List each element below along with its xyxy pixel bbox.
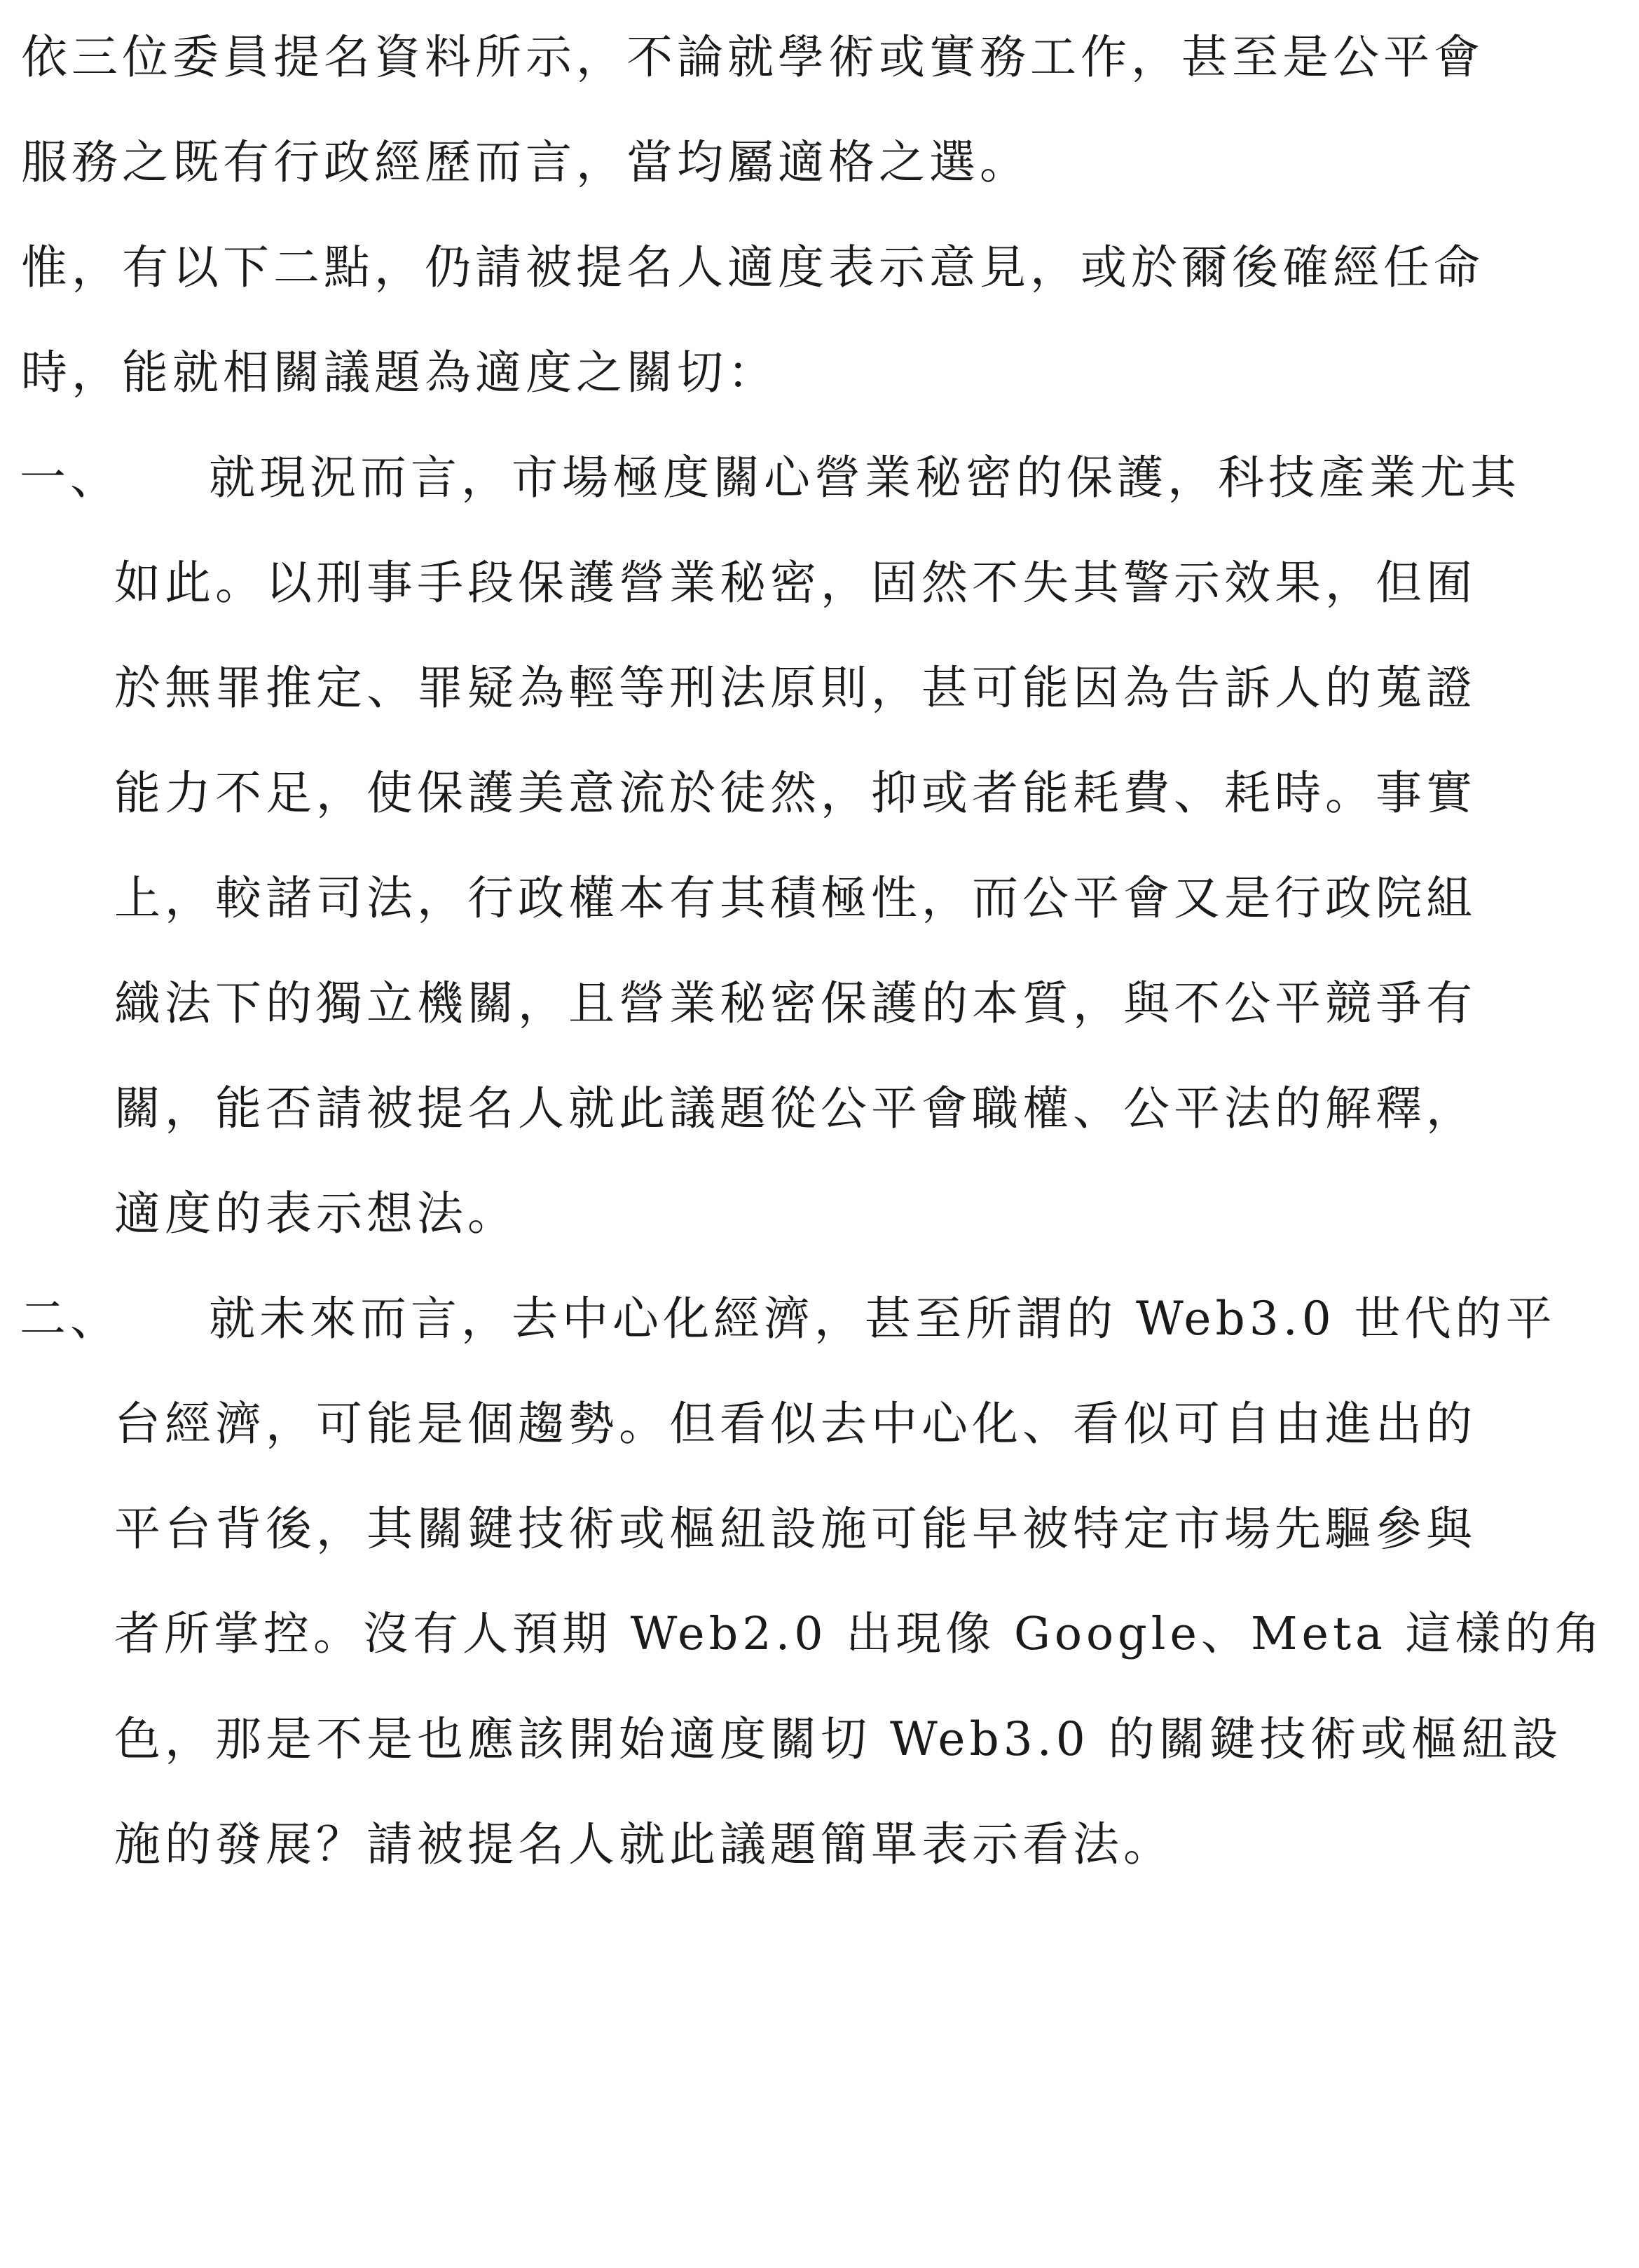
item-1-line-8: 適度的表示想法。 [114, 1187, 518, 1241]
item-1-line-2: 如此。以刑事手段保護營業秘密，固然不失其警示效果，但囿 [114, 556, 1476, 610]
preface-line-2: 時，能就相關議題為適度之關切： [21, 346, 778, 399]
item-1-number: 一、 [20, 451, 121, 505]
item-2-line-2: 台經濟，可能是個趨勢。但看似去中心化、看似可自由進出的 [114, 1397, 1476, 1451]
item-1-line-4: 能力不足，使保護美意流於徒然，抑或者能耗費、耗時。事實 [114, 766, 1476, 820]
preface-line-1: 惟，有以下二點，仍請被提名人適度表示意見，或於爾後確經任命 [21, 240, 1484, 294]
item-1-line-1: 就現況而言，市場極度關心營業秘密的保護，科技產業尤其 [209, 451, 1521, 505]
item-2-line-1: 就未來而言，去中心化經濟，甚至所謂的 Web3.0 世代的平 [209, 1292, 1556, 1346]
item-2-line-5: 色，那是不是也應該開始適度關切 Web3.0 的關鍵技術或樞紐設 [114, 1712, 1563, 1766]
item-2-line-4: 者所掌控。沒有人預期 Web2.0 出現像 Google、Meta 這樣的角 [114, 1608, 1605, 1660]
intro-line-2: 服務之既有行政經歷而言，當均屬適格之選。 [21, 135, 1030, 189]
item-2-line-6: 施的發展？請被提名人就此議題簡單表示看法。 [114, 1817, 1174, 1871]
item-2-number: 二、 [20, 1292, 121, 1346]
item-1-line-3: 於無罪推定、罪疑為輕等刑法原則，甚可能因為告訴人的蒐證 [114, 661, 1476, 715]
item-2-line-3: 平台背後，其關鍵技術或樞紐設施可能早被特定市場先驅參與 [114, 1502, 1476, 1556]
item-1-line-6: 織法下的獨立機關，且營業秘密保護的本質，與不公平競爭有 [114, 976, 1476, 1030]
item-1-line-5: 上，較諸司法，行政權本有其積極性，而公平會又是行政院組 [114, 871, 1476, 925]
intro-line-1: 依三位委員提名資料所示，不論就學術或實務工作，甚至是公平會 [21, 30, 1484, 84]
item-1-line-7: 關，能否請被提名人就此議題從公平會職權、公平法的解釋， [114, 1081, 1476, 1135]
